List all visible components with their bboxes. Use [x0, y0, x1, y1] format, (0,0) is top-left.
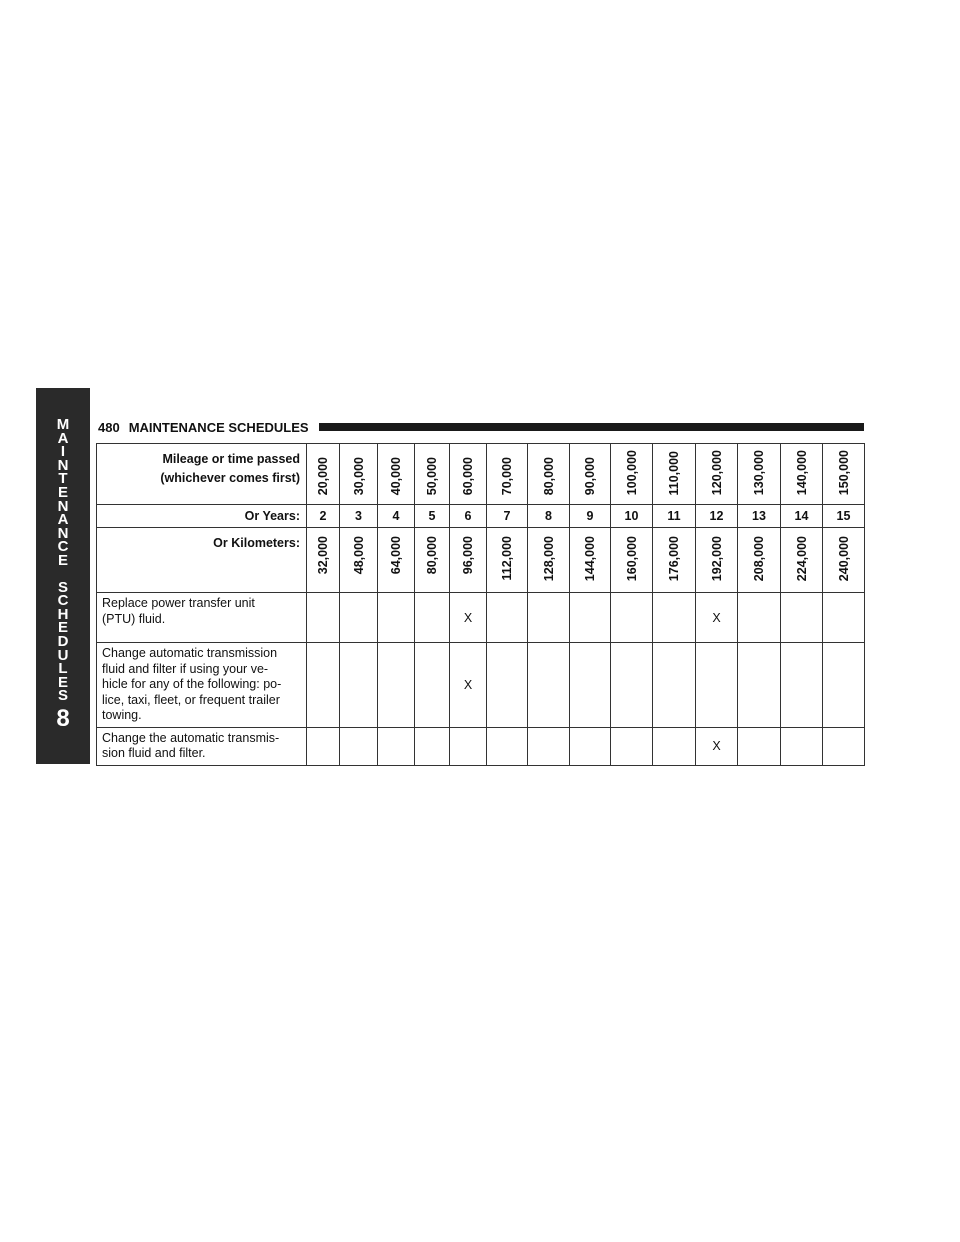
side-tab-letter: N — [57, 497, 69, 515]
service-description — [97, 643, 307, 728]
chapter-side-tab — [36, 388, 90, 764]
mileage-cell — [738, 444, 781, 505]
mileage-cell — [570, 444, 611, 505]
mileage-label-line-2: (whichever comes first) — [160, 471, 300, 485]
mileage-cell — [340, 444, 378, 505]
year-cell: 12 — [696, 505, 738, 528]
mileage-cell — [415, 444, 450, 505]
service-description-line: (PTU) fluid. — [102, 611, 166, 626]
mileage-value: 120,000 — [709, 450, 724, 496]
service-mark-cell — [653, 593, 696, 643]
mileage-value: 110,000 — [667, 450, 681, 496]
mileage-cell — [781, 444, 823, 505]
year-cell: 8 — [528, 505, 570, 528]
kilometers-value: 64,000 — [389, 536, 403, 575]
service-mark-cell — [528, 727, 570, 765]
page-number: 480 — [98, 419, 120, 435]
year-cell: 3 — [340, 505, 378, 528]
service-mark-cell — [738, 727, 781, 765]
service-mark-cell — [415, 643, 450, 728]
side-tab-letter: E — [57, 551, 68, 569]
chapter-number: 8 — [56, 704, 70, 732]
service-mark-cell — [415, 593, 450, 643]
year-cell: 10 — [611, 505, 653, 528]
year-cell: 2 — [307, 505, 340, 528]
side-tab-letters — [57, 418, 70, 703]
side-tab-letter: T — [58, 470, 68, 488]
kilometers-cell — [823, 528, 865, 593]
service-mark-cell — [570, 643, 611, 728]
mileage-value: 140,000 — [794, 450, 809, 496]
mileage-cell — [450, 444, 487, 505]
year-cell: 11 — [653, 505, 696, 528]
side-tab-letter: C — [57, 592, 69, 610]
service-description-line: lice, taxi, fleet, or frequent trailer — [102, 692, 280, 707]
service-mark-cell: X — [450, 593, 487, 643]
side-tab-letter: S — [57, 687, 68, 705]
side-tab-letter: E — [57, 619, 68, 637]
kilometers-value: 208,000 — [752, 536, 766, 582]
service-mark-cell — [340, 643, 378, 728]
mileage-value: 100,000 — [624, 450, 639, 496]
mileage-value: 40,000 — [389, 456, 403, 496]
mileage-cell — [307, 444, 340, 505]
year-cell: 14 — [781, 505, 823, 528]
service-mark-cell — [823, 643, 865, 728]
mileage-value: 30,000 — [351, 456, 366, 496]
service-description-line: towing. — [102, 708, 142, 723]
service-mark-cell — [781, 643, 823, 728]
side-tab-letter: H — [57, 605, 69, 623]
kilometers-row — [97, 528, 865, 593]
service-description-line: fluid and filter if using your ve- — [102, 661, 269, 676]
page-header — [98, 419, 864, 435]
kilometers-value: 128,000 — [541, 536, 556, 582]
service-mark-cell — [781, 593, 823, 643]
side-tab-letter: M — [56, 416, 70, 433]
side-tab-letter: N — [57, 524, 69, 542]
side-tab-letter: A — [57, 511, 69, 529]
mileage-value: 80,000 — [541, 456, 556, 496]
service-mark-cell — [450, 727, 487, 765]
mileage-cell — [823, 444, 865, 505]
service-mark-cell — [307, 593, 340, 643]
page-title: MAINTENANCE SCHEDULES — [128, 419, 309, 435]
service-description-line: Change the automatic transmis- — [102, 730, 280, 745]
side-tab-letter: N — [57, 456, 69, 474]
service-mark-cell — [653, 727, 696, 765]
mileage-value: 90,000 — [583, 456, 597, 496]
side-tab-letter: S — [57, 578, 68, 596]
service-mark-cell — [611, 593, 653, 643]
service-mark-cell — [487, 593, 528, 643]
kilometers-cell — [450, 528, 487, 593]
service-description-line: Change automatic transmission — [102, 646, 278, 661]
side-tab-letter: U — [57, 646, 69, 664]
year-cell: 9 — [570, 505, 611, 528]
maintenance-schedule-table — [96, 443, 865, 766]
year-cell: 4 — [378, 505, 415, 528]
year-cell: 15 — [823, 505, 865, 528]
mileage-value: 130,000 — [752, 450, 766, 496]
year-cell: 13 — [738, 505, 781, 528]
mileage-value: 150,000 — [836, 450, 851, 496]
kilometers-cell — [528, 528, 570, 593]
side-tab-letter: C — [57, 538, 69, 556]
side-tab-letter: I — [60, 443, 66, 461]
kilometers-label: Or Kilometers: — [97, 528, 307, 593]
service-mark-cell: X — [696, 593, 738, 643]
service-mark-cell — [415, 727, 450, 765]
service-description-line: hicle for any of the following: po- — [102, 677, 282, 692]
kilometers-cell — [307, 528, 340, 593]
kilometers-value: 48,000 — [351, 536, 366, 575]
kilometers-cell — [378, 528, 415, 593]
service-mark-cell — [611, 643, 653, 728]
service-mark-cell — [653, 643, 696, 728]
service-row — [97, 727, 865, 765]
kilometers-cell — [611, 528, 653, 593]
kilometers-value: 240,000 — [836, 536, 851, 582]
mileage-cell — [611, 444, 653, 505]
mileage-cell — [653, 444, 696, 505]
mileage-label-line-1: Mileage or time passed — [162, 452, 300, 466]
service-mark-cell — [487, 727, 528, 765]
service-mark-cell — [528, 643, 570, 728]
side-tab-letter: E — [57, 673, 68, 691]
years-row — [97, 505, 865, 528]
header-rule — [319, 423, 864, 431]
service-row — [97, 643, 865, 728]
service-mark-cell — [738, 593, 781, 643]
years-label: Or Years: — [97, 505, 307, 528]
kilometers-value: 144,000 — [583, 536, 597, 582]
service-mark-cell — [823, 727, 865, 765]
year-cell: 6 — [450, 505, 487, 528]
service-mark-cell — [378, 727, 415, 765]
service-description-line: sion fluid and filter. — [102, 746, 206, 761]
kilometers-cell — [653, 528, 696, 593]
mileage-cell — [528, 444, 570, 505]
service-mark-cell — [781, 727, 823, 765]
kilometers-value: 32,000 — [316, 536, 330, 575]
side-tab-letter: A — [57, 429, 69, 447]
kilometers-value: 80,000 — [425, 536, 439, 575]
mileage-label — [97, 444, 307, 505]
kilometers-value: 176,000 — [667, 536, 681, 582]
year-cell: 7 — [487, 505, 528, 528]
service-mark-cell — [340, 593, 378, 643]
service-mark-cell — [487, 643, 528, 728]
side-tab-letter: L — [58, 660, 68, 678]
kilometers-cell — [570, 528, 611, 593]
service-mark-cell: X — [450, 643, 487, 728]
kilometers-cell — [781, 528, 823, 593]
service-mark-cell — [570, 727, 611, 765]
year-cell: 5 — [415, 505, 450, 528]
service-mark-cell — [378, 593, 415, 643]
service-mark-cell — [340, 727, 378, 765]
side-tab-letter: E — [57, 483, 68, 501]
kilometers-value: 160,000 — [624, 536, 639, 582]
service-mark-cell — [378, 643, 415, 728]
service-description-line: Replace power transfer unit — [102, 596, 255, 611]
kilometers-cell — [696, 528, 738, 593]
side-tab-letter: D — [57, 632, 69, 650]
service-mark-cell — [570, 593, 611, 643]
service-mark-cell — [307, 727, 340, 765]
kilometers-value: 224,000 — [794, 536, 809, 582]
service-mark-cell — [696, 643, 738, 728]
mileage-value: 20,000 — [316, 456, 330, 496]
service-description — [97, 593, 307, 643]
service-mark-cell — [738, 643, 781, 728]
mileage-value: 50,000 — [425, 456, 439, 496]
service-mark-cell — [528, 593, 570, 643]
kilometers-value: 192,000 — [709, 536, 724, 582]
kilometers-value: 112,000 — [500, 536, 514, 581]
service-description — [97, 727, 307, 765]
mileage-cell — [487, 444, 528, 505]
service-mark-cell — [611, 727, 653, 765]
service-mark-cell: X — [696, 727, 738, 765]
mileage-cell — [378, 444, 415, 505]
kilometers-cell — [340, 528, 378, 593]
kilometers-cell — [738, 528, 781, 593]
mileage-row — [97, 444, 865, 505]
kilometers-cell — [415, 528, 450, 593]
kilometers-cell — [487, 528, 528, 593]
mileage-value: 70,000 — [500, 456, 514, 496]
service-mark-cell — [307, 643, 340, 728]
service-mark-cell — [823, 593, 865, 643]
mileage-value: 60,000 — [461, 456, 475, 496]
service-row — [97, 593, 865, 643]
mileage-cell — [696, 444, 738, 505]
kilometers-value: 96,000 — [461, 536, 475, 575]
